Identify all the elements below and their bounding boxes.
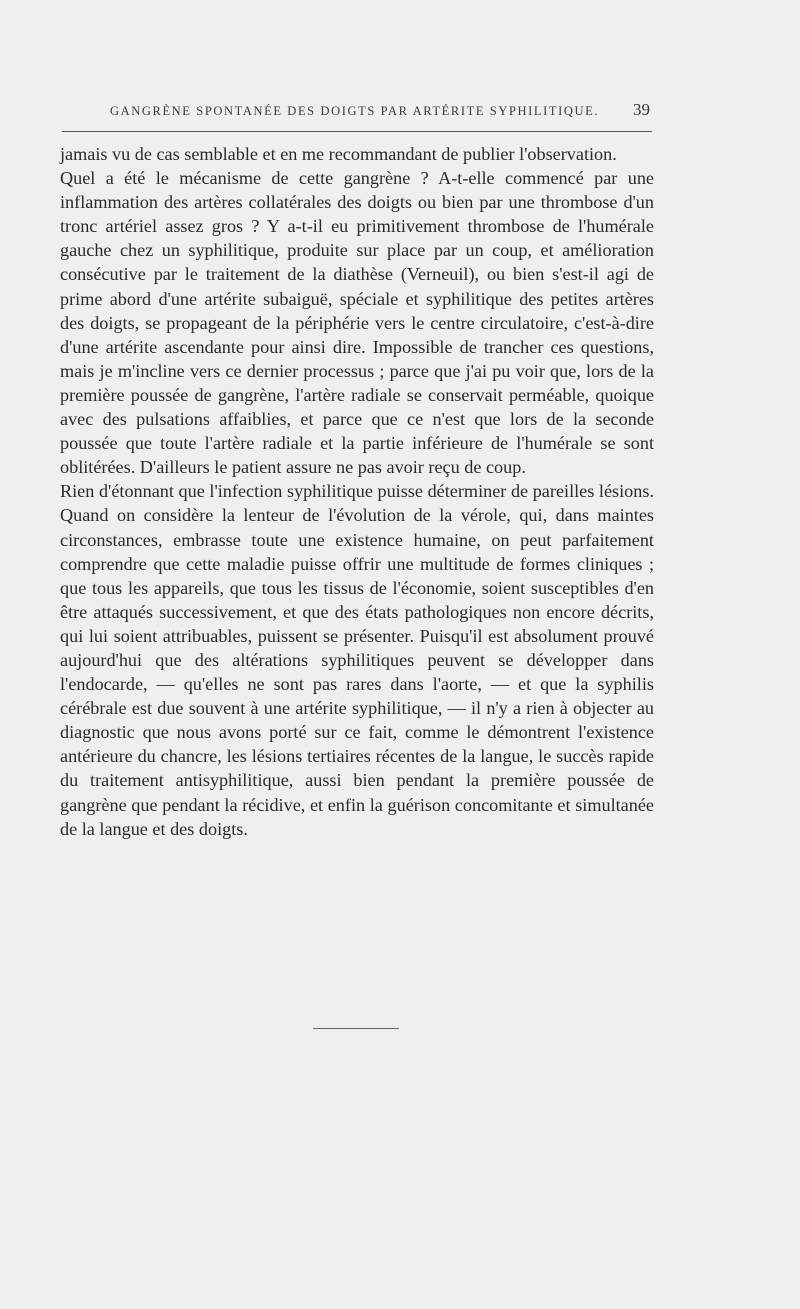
section-end-rule [313, 1028, 399, 1029]
paragraph-2: Quel a été le mécanisme de cette gangrène ? A-t-elle commencé par une inflammation des artères collatérales des doigts ou bien par une thrombose d'un tronc artériel assez gros ? Y a-t-il eu primitivement thrombose de l'humérale gauche chez un syphilitique, produite sur place par un coup, et amélioration consécutive par le traitement de la diathèse (Verneuil), ou bien s'est-il agi de prime abord d'une artérite subaiguë, spéciale et syphilitique des petites artères des doigts, se propageant de la périphérie vers le centre circulatoire, c'est-à-dire d'une artérite ascendante pour ainsi dire. Impossible de trancher ces questions, mais je m'incline vers ce dernier processus ; parce que j'ai pu voir que, lors de la première poussée de gangrène, l'artère radiale se conservait perméable, quoique avec des pulsations affaiblies, et parce que ce n'est que lors de la seconde poussée que toute l'artère radiale et la partie inférieure de l'humérale se sont oblitérées. D'ailleurs le patient assure ne pas avoir reçu de coup. [60, 168, 654, 478]
running-title: GANGRÈNE SPONTANÉE DES DOIGTS PAR ARTÉRITE SYPHILITIQUE. [110, 104, 600, 118]
page-number: 39 [633, 100, 650, 119]
page-header [60, 94, 654, 124]
paragraph-3: Rien d'étonnant que l'infection syphilitique puisse déterminer de pareilles lésions. Quand on considère la lenteur de l'évolution de la vérole, qui, dans maintes circonstances, embrasse toute une existence humaine, on peut parfaitement comprendre que cette maladie puisse offrir une multitude de formes cliniques ; que tous les appareils, que tous les tissus de l'économie, soient susceptibles d'en être attaqués successivement, et que des états pathologiques non encore décrits, qui lui soient attribuables, puissent se présenter. Puisqu'il est absolument prouvé aujourd'hui que des altérations syphilitiques peuvent se développer dans l'endocarde, — qu'elles ne sont pas rares dans l'aorte, — et que la syphilis cérébrale est due souvent à une artérite syphilitique, — il n'y a rien à objecter au diagnostic que nous avons porté sur ce fait, comme le démontrent l'existence antérieure du chancre, les lésions tertiaires récentes de la langue, le succès rapide du traitement antisyphilitique, aussi bien pendant la première poussée de gangrène que pendant la récidive, et enfin la guérison concomitante et simultanée de la langue et des doigts. [60, 481, 654, 839]
paragraph-1: jamais vu de cas semblable et en me recommandant de publier l'observation. [60, 144, 617, 164]
body-text [60, 142, 654, 841]
header-rule [62, 131, 652, 132]
